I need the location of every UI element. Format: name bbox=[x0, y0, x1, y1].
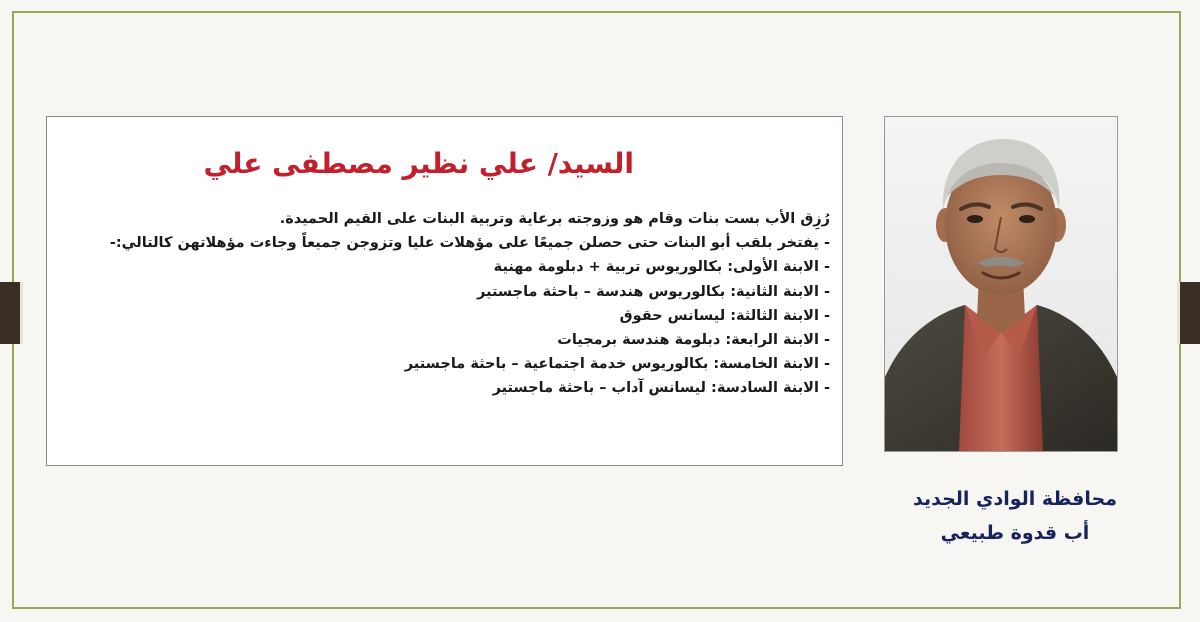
person-name-title: السيد/ علي نظير مصطفى علي bbox=[203, 147, 634, 180]
daughter-4-line: - الابنة الرابعة: دبلومة هندسة برمجيات bbox=[557, 331, 830, 348]
left-edge-tab bbox=[0, 282, 23, 344]
intro-line: رُزِق الأب بست بنات وقام هو وزوجته برعاية وتربية البنات على القيم الحميدة. bbox=[279, 211, 830, 227]
daughter-2-line: - الابنة الثانية: بكالوريوس هندسة – باحثة ماجستير bbox=[477, 283, 830, 300]
right-edge-tab bbox=[1177, 282, 1200, 344]
pride-line: - يفتخر بلقب أبو البنات حتى حصلن جميعًا على مؤهلات عليا وتزوجن جميعاً وجاءت مؤهلاتهن كالتالي:- bbox=[109, 235, 830, 252]
info-lines bbox=[60, 207, 830, 401]
portrait-illustration bbox=[885, 117, 1117, 451]
info-card bbox=[46, 116, 843, 466]
portrait-photo bbox=[884, 116, 1118, 452]
daughter-1-line: - الابنة الأولى: بكالوريوس تربية + دبلومة مهنية bbox=[493, 259, 830, 276]
daughter-6-line: - الابنة السادسة: ليسانس آداب – باحثة ماجستير bbox=[492, 380, 830, 397]
caption bbox=[880, 482, 1150, 550]
daughter-5-line: - الابنة الخامسة: بكالوريوس خدمة اجتماعية – باحثة ماجستير bbox=[404, 356, 830, 373]
governorate-label: محافظة الوادي الجديد bbox=[913, 488, 1117, 510]
role-label: أب قدوة طبيعي bbox=[940, 522, 1090, 544]
daughter-3-line: - الابنة الثالثة: ليسانس حقوق bbox=[619, 307, 830, 324]
